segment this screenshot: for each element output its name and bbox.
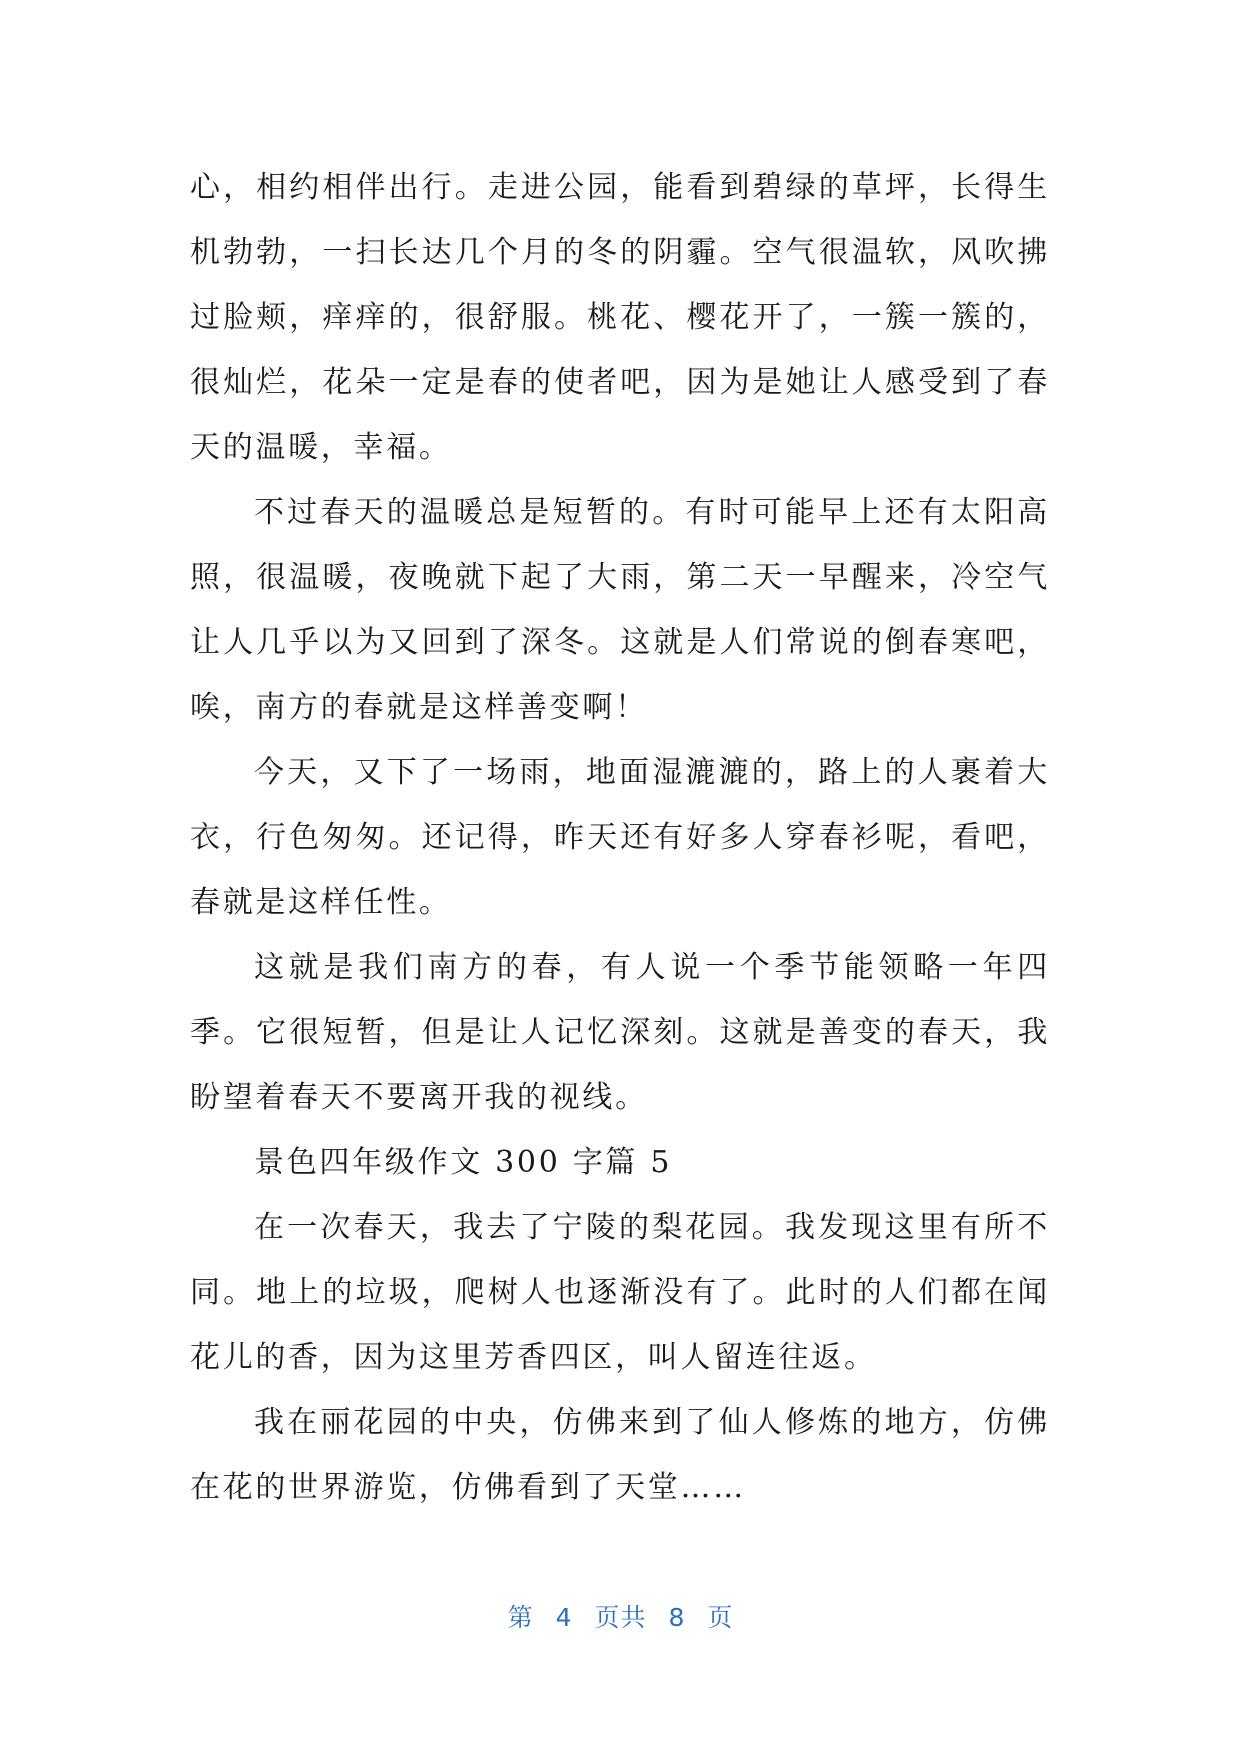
paragraph-3: 今天，又下了一场雨，地面湿漉漉的，路上的人裹着大衣，行色匆匆。还记得，昨天还有好多人穿春衫呢，看吧，春就是这样任性。 [190,755,1050,920]
current-page-number: 4 [555,1603,573,1632]
paragraph-2: 不过春天的温暖总是短暂的。有时可能早上还有太阳高照，很温暖，夜晚就下起了大雨，第二天一早醒来，冷空气让人几乎以为又回到了深冬。这就是人们常说的倒春寒吧，唉，南方的春就是这样善变啊！ [190,495,1050,725]
body-text [190,155,1050,1520]
paragraph-1: 心，相约相伴出行。走进公园，能看到碧绿的草坪，长得生机勃勃，一扫长达几个月的冬的阴霾。空气很温软，风吹拂过脸颊，痒痒的，很舒服。桃花、樱花开了，一簇一簇的，很灿烂，花朵一定是春的使者吧，因为是她让人感受到了春天的温暖，幸福。 [190,170,1050,465]
footer-prefix: 第 [507,1603,534,1632]
paragraph-4: 这就是我们南方的春，有人说一个季节能领略一年四季。它很短暂，但是让人记忆深刻。这就是善变的春天，我盼望着春天不要离开我的视线。 [190,950,1050,1115]
total-pages-number: 8 [668,1603,686,1632]
paragraph-5: 在一次春天，我去了宁陵的梨花园。我发现这里有所不同。地上的垃圾，爬树人也逐渐没有了。此时的人们都在闻花儿的香，因为这里芳香四区，叫人留连往返。 [190,1210,1050,1375]
paragraph-6: 我在丽花园的中央，仿佛来到了仙人修炼的地方，仿佛在花的世界游览，仿佛看到了天堂…… [190,1405,1050,1505]
page-footer [0,1598,1241,1634]
footer-middle: 页共 [594,1603,647,1632]
footer-suffix: 页 [707,1603,734,1632]
section-heading: 景色四年级作文 300 字篇 5 [254,1145,673,1180]
